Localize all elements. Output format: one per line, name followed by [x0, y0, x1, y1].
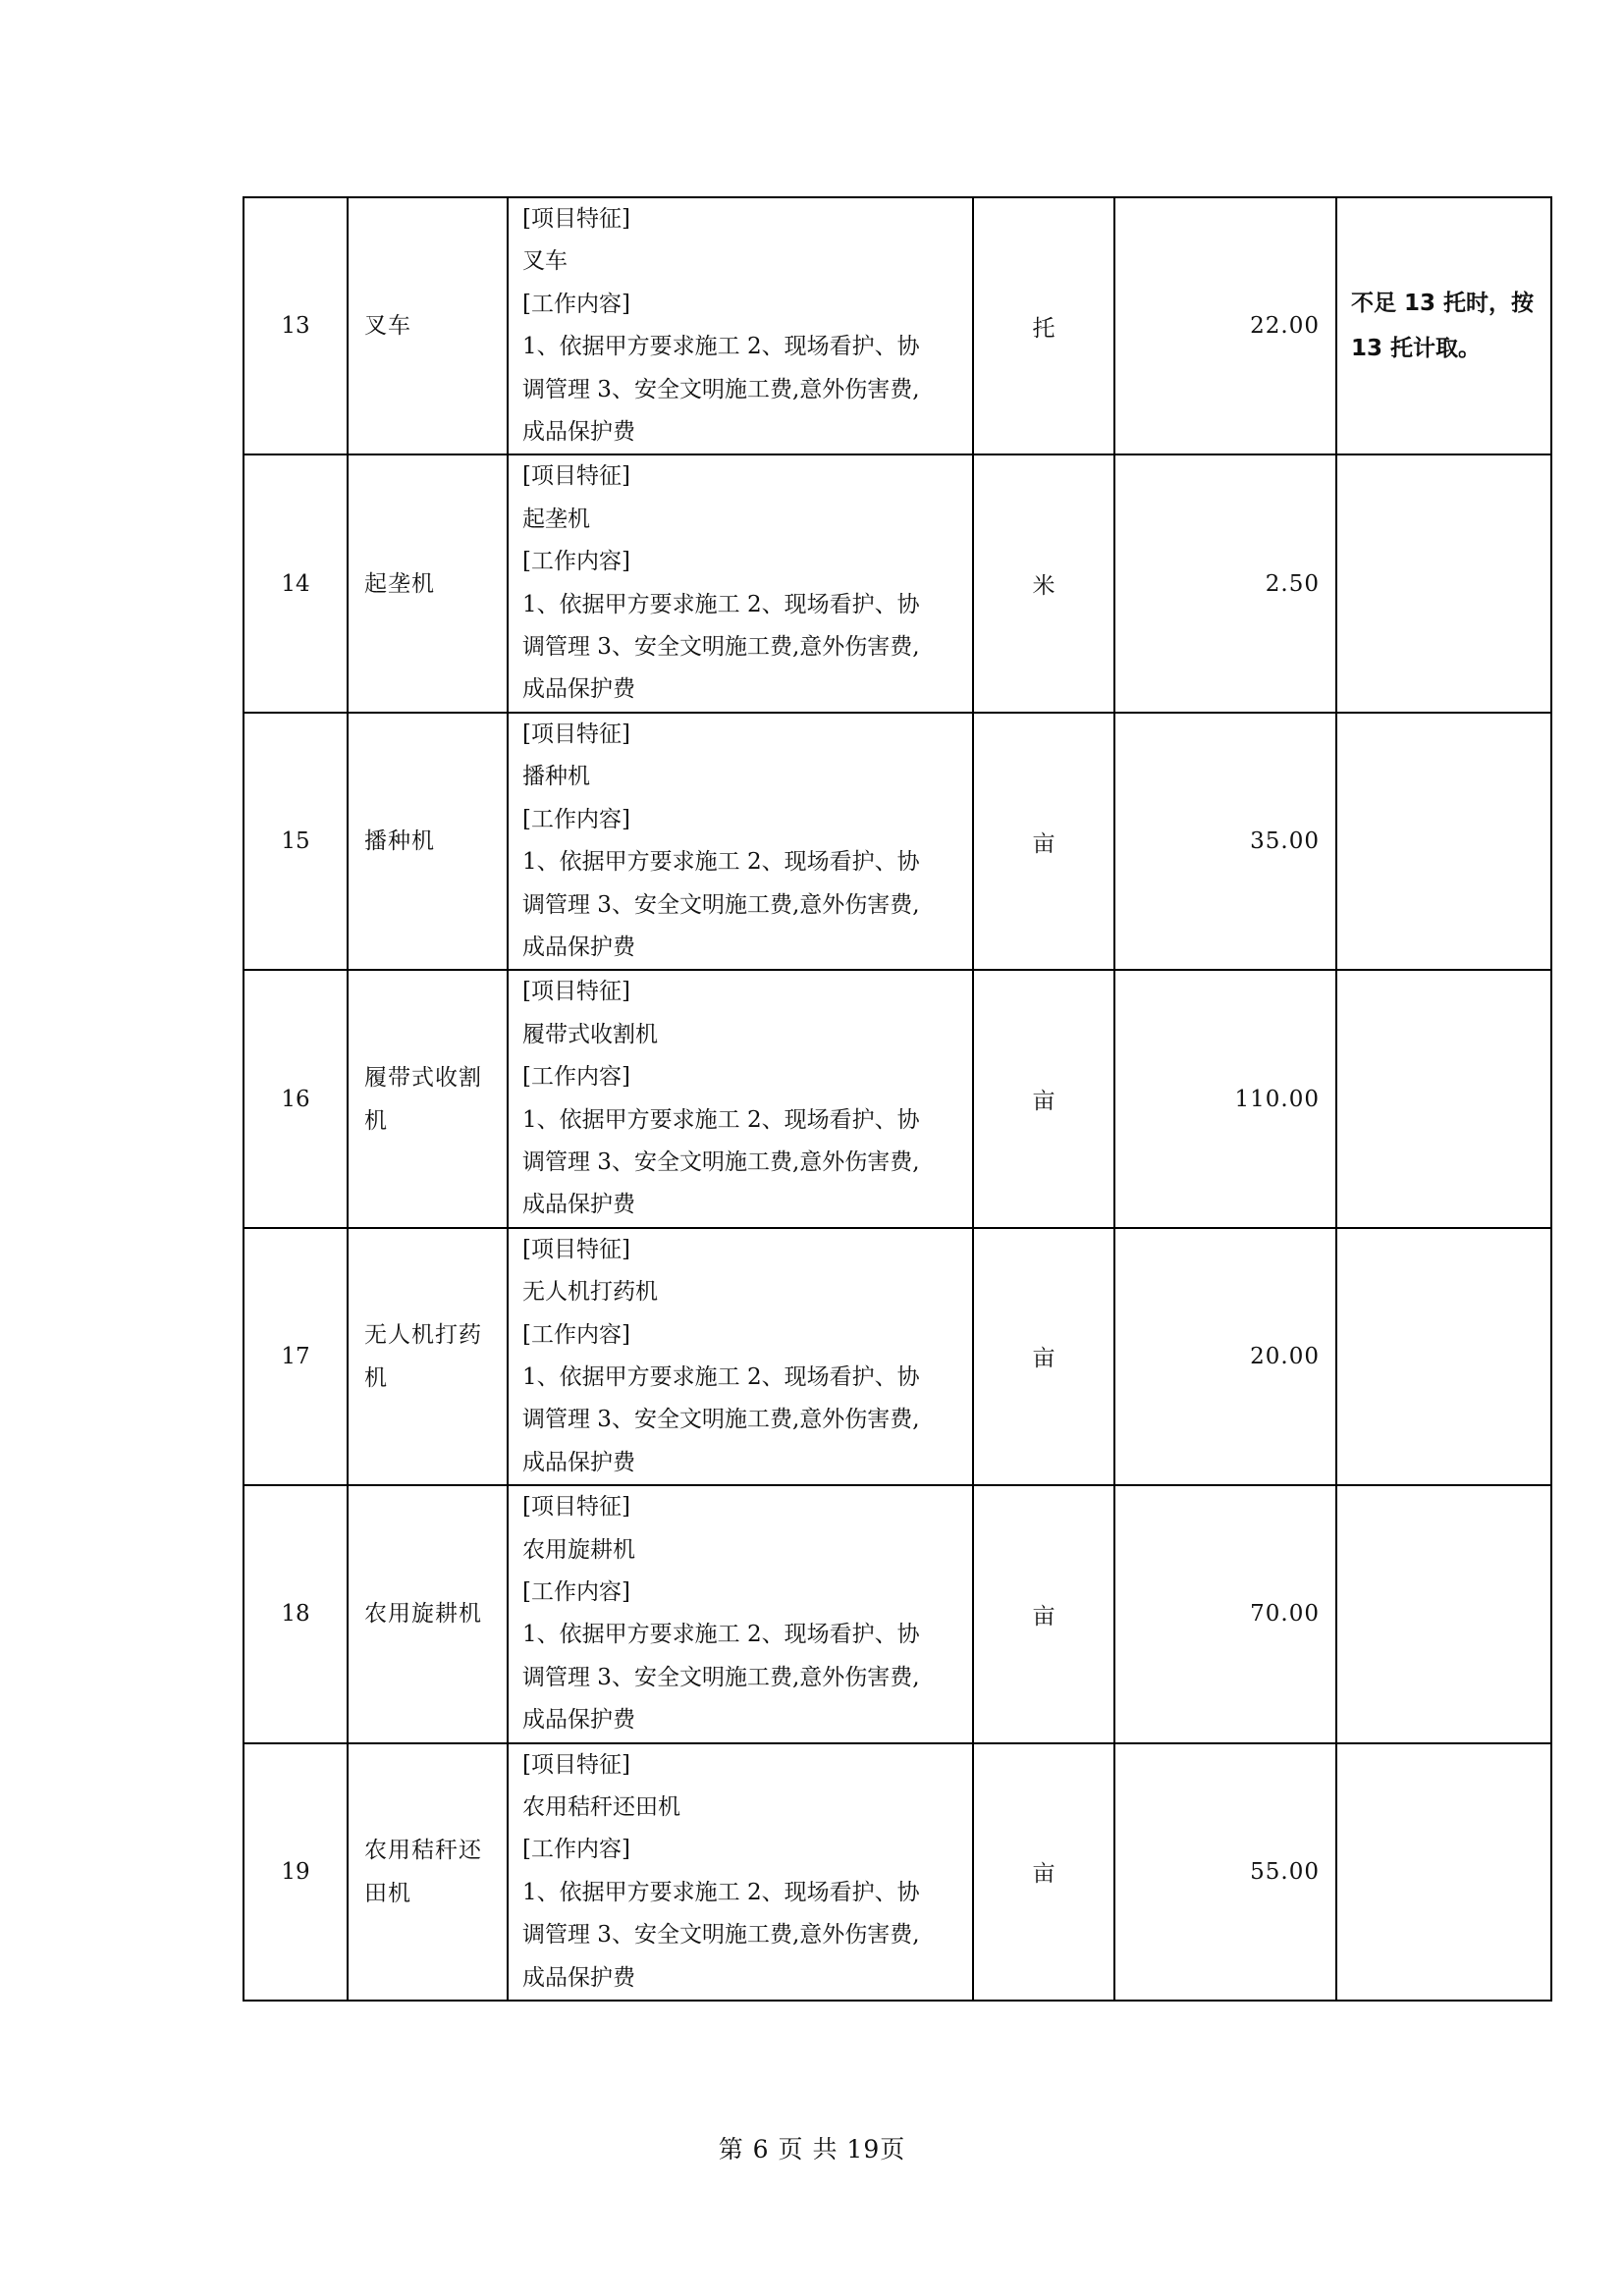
- description-line: 调管理 3、安全文明施工费,意外伤害费,: [522, 1148, 920, 1175]
- item-description: [508, 1228, 973, 1485]
- item-unit-price: 110.00: [1114, 970, 1336, 1227]
- description-line: 调管理 3、安全文明施工费,意外伤害费,: [522, 1922, 920, 1949]
- item-number: 15: [244, 713, 348, 970]
- item-remark: [1336, 1485, 1551, 1742]
- description-line: [工作内容]: [522, 1321, 630, 1348]
- item-number: 14: [244, 454, 348, 712]
- page-number: 第 6 页 共 19页: [718, 2135, 906, 2163]
- table-row: [244, 970, 1551, 1227]
- item-number: 13: [244, 197, 348, 454]
- item-remark: [1336, 1743, 1551, 2001]
- item-name: 履带式收割机: [348, 970, 508, 1227]
- item-name: 播种机: [348, 713, 508, 970]
- description-line: 1、依据甲方要求施工 2、现场看护、协: [522, 1106, 920, 1133]
- description-line: [项目特征]: [522, 206, 630, 232]
- item-remark: [1336, 454, 1551, 712]
- description-line: 1、依据甲方要求施工 2、现场看护、协: [522, 1879, 920, 1905]
- description-line: 成品保护费: [522, 419, 635, 446]
- description-line: [工作内容]: [522, 549, 630, 575]
- description-line: 成品保护费: [522, 1449, 635, 1475]
- item-number: 16: [244, 970, 348, 1227]
- description-line: 调管理 3、安全文明施工费,意外伤害费,: [522, 376, 920, 402]
- description-line: [项目特征]: [522, 1236, 630, 1262]
- description-line: 起垄机: [522, 506, 590, 532]
- item-number: 18: [244, 1485, 348, 1742]
- table-row: [244, 1228, 1551, 1485]
- table-row: [244, 1485, 1551, 1742]
- item-description: [508, 454, 973, 712]
- item-unit-price: 2.50: [1114, 454, 1336, 712]
- description-line: 调管理 3、安全文明施工费,意外伤害费,: [522, 634, 920, 661]
- description-line: 成品保护费: [522, 1707, 635, 1734]
- description-line: 1、依据甲方要求施工 2、现场看护、协: [522, 1363, 920, 1390]
- description-line: 成品保护费: [522, 676, 635, 703]
- description-line: 调管理 3、安全文明施工费,意外伤害费,: [522, 1664, 920, 1690]
- description-line: [工作内容]: [522, 1579, 630, 1605]
- item-unit: 亩: [973, 1228, 1114, 1485]
- item-unit: 亩: [973, 1485, 1114, 1742]
- item-name: 叉车: [348, 197, 508, 454]
- table-row: [244, 713, 1551, 970]
- item-unit-price: 70.00: [1114, 1485, 1336, 1742]
- item-description: [508, 970, 973, 1227]
- description-line: 叉车: [522, 248, 568, 275]
- description-line: 1、依据甲方要求施工 2、现场看护、协: [522, 591, 920, 617]
- description-line: [项目特征]: [522, 463, 630, 490]
- table-row: [244, 454, 1551, 712]
- table-row: [244, 197, 1551, 454]
- description-line: [工作内容]: [522, 291, 630, 317]
- description-line: 履带式收割机: [522, 1021, 658, 1047]
- item-name: 起垄机: [348, 454, 508, 712]
- item-remark: 不足 13 托时，按 13 托计取。: [1336, 197, 1551, 454]
- description-line: [项目特征]: [522, 979, 630, 1005]
- item-remark: [1336, 970, 1551, 1227]
- table-row: [244, 1743, 1551, 2001]
- item-description: [508, 1743, 973, 2001]
- description-line: 播种机: [522, 764, 590, 790]
- item-unit: 亩: [973, 970, 1114, 1227]
- description-line: 成品保护费: [522, 1192, 635, 1218]
- item-unit: 亩: [973, 1743, 1114, 2001]
- item-unit: 米: [973, 454, 1114, 712]
- description-line: [项目特征]: [522, 721, 630, 747]
- item-remark: [1336, 713, 1551, 970]
- item-name: 农用旋耕机: [348, 1485, 508, 1742]
- description-line: 农用旋耕机: [522, 1536, 635, 1563]
- item-remark: [1336, 1228, 1551, 1485]
- description-line: 成品保护费: [522, 934, 635, 960]
- item-unit-price: 20.00: [1114, 1228, 1336, 1485]
- item-number: 19: [244, 1743, 348, 2001]
- description-line: 1、依据甲方要求施工 2、现场看护、协: [522, 1622, 920, 1648]
- item-unit-price: 55.00: [1114, 1743, 1336, 2001]
- description-line: [工作内容]: [522, 806, 630, 832]
- description-line: 成品保护费: [522, 1964, 635, 1991]
- description-line: 无人机打药机: [522, 1279, 658, 1306]
- description-line: [工作内容]: [522, 1837, 630, 1863]
- description-line: 1、依据甲方要求施工 2、现场看护、协: [522, 334, 920, 360]
- item-number: 17: [244, 1228, 348, 1485]
- description-line: [工作内容]: [522, 1064, 630, 1091]
- description-line: 农用秸秆还田机: [522, 1794, 680, 1821]
- item-unit-price: 22.00: [1114, 197, 1336, 454]
- description-line: 1、依据甲方要求施工 2、现场看护、协: [522, 849, 920, 876]
- item-description: [508, 1485, 973, 1742]
- price-table-body: [244, 197, 1551, 2001]
- description-line: [项目特征]: [522, 1494, 630, 1521]
- description-line: [项目特征]: [522, 1751, 630, 1778]
- item-name: 无人机打药机: [348, 1228, 508, 1485]
- item-description: [508, 713, 973, 970]
- item-unit-price: 35.00: [1114, 713, 1336, 970]
- item-unit: 亩: [973, 713, 1114, 970]
- item-name: 农用秸秆还田机: [348, 1743, 508, 2001]
- item-description: [508, 197, 973, 454]
- description-line: 调管理 3、安全文明施工费,意外伤害费,: [522, 1407, 920, 1433]
- description-line: 调管理 3、安全文明施工费,意外伤害费,: [522, 891, 920, 918]
- item-unit: 托: [973, 197, 1114, 454]
- price-table: [243, 196, 1552, 2002]
